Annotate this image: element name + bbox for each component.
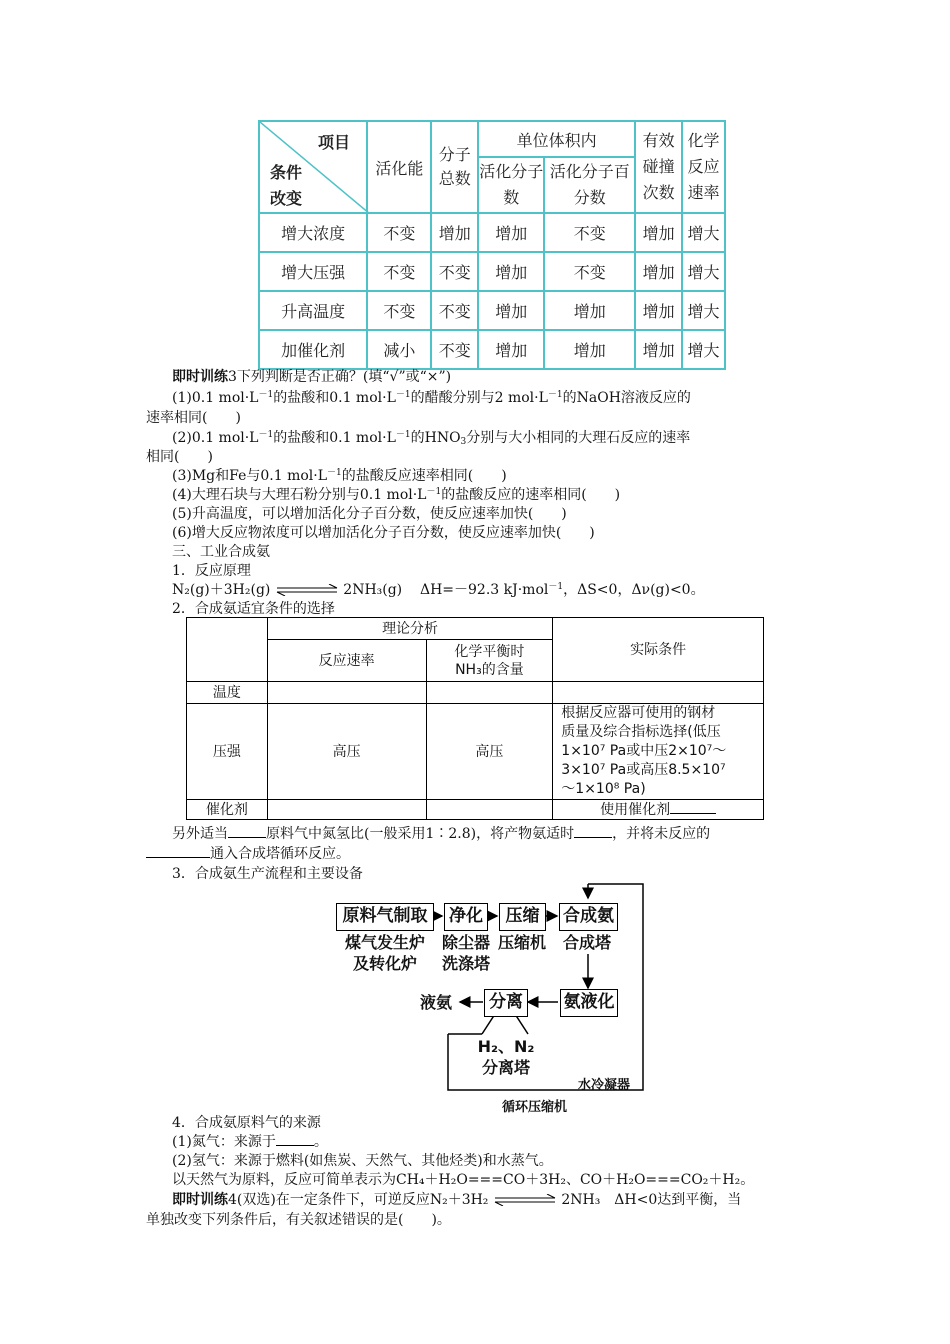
table-cell: 增大压强 — [259, 252, 367, 291]
table-cell: 增加 — [635, 252, 682, 291]
header-activated-percent: 活化分子百分数 — [544, 157, 635, 213]
header-equilibrium: 化学平衡时 NH₃的含量 — [426, 640, 553, 682]
table-cell: 增大 — [682, 291, 725, 330]
label-dust: 除尘器 洗涤塔 — [441, 933, 490, 973]
table-cell: 增加 — [635, 330, 682, 369]
header-actual: 实际条件 — [553, 618, 764, 682]
equilibrium-arrow-icon — [493, 1194, 557, 1206]
table-cell: 增加 — [478, 330, 544, 369]
label-compressor: 压缩机 — [497, 933, 546, 952]
header-theory: 理论分析 — [267, 618, 552, 640]
row-label-catalyst: 催化剂 — [187, 800, 268, 820]
header-rate: 反应速率 — [267, 640, 426, 682]
label-tower: 合成塔 — [562, 933, 611, 952]
label-condenser: 水冷凝器 — [578, 1078, 631, 1093]
flow-box-raw-gas: 原料气制取 — [336, 903, 434, 931]
row-label-temp: 温度 — [187, 682, 268, 704]
reaction-equation: N₂(g)＋3H₂(g) 2NH₃(g) ΔH=－92.3 kJ·mol$^{-1}$，ΔS<0，Δν(g)<0。 — [172, 582, 705, 598]
table-cell: 增加 — [544, 330, 635, 369]
label-liquid-ammonia: 液氨 — [419, 993, 452, 1012]
table-cell: 增大 — [682, 213, 725, 252]
training3-q5: (5)升高温度，可以增加活化分子百分数，使反应速率加快( ) — [172, 506, 567, 522]
section3-s2: 2．合成氨适宜条件的选择 — [172, 601, 335, 617]
row-label-pressure: 压强 — [187, 704, 268, 800]
section4-n2: (1)氮气：来源于 。 — [172, 1134, 328, 1150]
table-cell: 高压 — [426, 704, 553, 800]
flow-box-compress: 压缩 — [499, 903, 546, 931]
table-cell: 增大浓度 — [259, 213, 367, 252]
catalyst-actual: 使用催化剂 — [553, 800, 764, 820]
header-activation-energy: 活化能 — [367, 121, 431, 213]
section3-title: 三、工业合成氨 — [172, 544, 270, 560]
section3-s3: 3．合成氨生产流程和主要设备 — [172, 866, 363, 882]
table-cell: 增加 — [478, 291, 544, 330]
flow-box-purify: 净化 — [444, 903, 488, 931]
training3-q1: (1)0.1 $mol\cdot L^{-1}$的盐酸和0.1 $mol\cdot L^{-1}$的醋酸分别与2 $mol\cdot L^{-1}$的NaOH溶液反应的 — [172, 390, 691, 406]
table-cell: 增加 — [431, 213, 478, 252]
table-cell: 不变 — [544, 252, 635, 291]
section4-natgas: 以天然气为原料，反应可简单表示为CH₄＋H₂O===CO＋3H₂、CO＋H₂O===CO₂＋H₂。 — [172, 1172, 755, 1188]
table-cell: 不变 — [367, 291, 431, 330]
header-reaction-rate: 化学反应速率 — [682, 121, 725, 213]
table-cell: 增大 — [682, 330, 725, 369]
table-cell: 减小 — [367, 330, 431, 369]
table-cell: 不变 — [431, 291, 478, 330]
header-total-molecules: 分子总数 — [431, 121, 478, 213]
training4-title: 即时训练4(双选)在一定条件下，可逆反应N₂＋3H₂ 2NH₃ ΔH<0达到平衡，当 — [172, 1192, 742, 1208]
training-label: 即时训练 — [172, 369, 228, 385]
table-cell: 升高温度 — [259, 291, 367, 330]
table-cell: 增加 — [635, 291, 682, 330]
training3-q1-cont: 速率相同( ) — [146, 410, 241, 426]
label-separator: H₂、N₂ 分离塔 — [477, 1037, 535, 1077]
flow-box-liquefy: 氨液化 — [560, 989, 618, 1017]
training3-q4: (4)大理石块与大理石粉分别与0.1 $mol\cdot L^{-1}$的盐酸反应的速率相同( ) — [172, 487, 621, 503]
header-condition: 条件 — [270, 163, 303, 182]
header-project: 项目 — [318, 133, 351, 152]
section3-s1: 1．反应原理 — [172, 563, 251, 579]
training4-cont: 单独改变下列条件后，有关叙述错误的是( )。 — [146, 1212, 451, 1228]
label-gasifier: 煤气发生炉 及转化炉 — [344, 933, 425, 973]
table-cell: 增加 — [478, 213, 544, 252]
flow-box-separate: 分离 — [484, 989, 528, 1017]
table-cell: 增加 — [635, 213, 682, 252]
training3-q3: (3)Mg和Fe与0.1 $mol\cdot L^{-1}$的盐酸反应速率相同( ) — [172, 468, 507, 484]
section4-title: 4．合成氨原料气的来源 — [172, 1115, 321, 1131]
table-cell: 高压 — [267, 704, 426, 800]
para-after-table: 另外适当 原料气中氮氢比(一般采用1∶2.8)，将产物氨适时 ，并将未反应的 — [172, 826, 711, 842]
training3-q6: (6)增大反应物浓度可以增加活化分子百分数，使反应速率加快( ) — [172, 525, 595, 541]
header-per-unit-volume: 单位体积内 — [478, 121, 635, 157]
table-cell: 不变 — [544, 213, 635, 252]
training3-title: 即时训练3下列判断是否正确？(填“√”或“×”) — [172, 369, 452, 385]
table-cell: 增大 — [682, 252, 725, 291]
table-cell: 增加 — [478, 252, 544, 291]
table-cell: 不变 — [431, 330, 478, 369]
header-change: 改变 — [270, 189, 303, 208]
training-label: 即时训练 — [172, 1192, 228, 1208]
header-activated-molecules: 活化分子数 — [478, 157, 544, 213]
label-cycle-compressor: 循环压缩机 — [502, 1100, 568, 1115]
training3-q2: (2)0.1 $mol\cdot L^{-1}$的盐酸和0.1 $mol\cdot L^{-1}$的$HNO_3$分别与大小相同的大理石反应的速率 — [172, 430, 691, 447]
para-after-table-cont: 通入合成塔循环反应。 — [146, 845, 350, 863]
training3-q2-cont: 相同( ) — [146, 449, 213, 465]
table-cell: 不变 — [431, 252, 478, 291]
table-cell: 不变 — [367, 213, 431, 252]
fill-blank — [276, 1145, 314, 1146]
table-cell: 增加 — [544, 291, 635, 330]
header-effective-collisions: 有效碰撞次数 — [635, 121, 682, 213]
pressure-actual: 根据反应器可使用的钢材 质量及综合指标选择(低压 1×10⁷ Pa或中压2×10⁷～ 3×10⁷ Pa或高压8.5×10⁷ ～1×10⁸ Pa) — [553, 704, 764, 800]
flow-box-synthesis: 合成氨 — [559, 903, 618, 931]
table-cell: 加催化剂 — [259, 330, 367, 369]
table-cell: 不变 — [367, 252, 431, 291]
section4-h2: (2)氢气：来源于燃料(如焦炭、天然气、其他烃类)和水蒸气。 — [172, 1153, 553, 1169]
